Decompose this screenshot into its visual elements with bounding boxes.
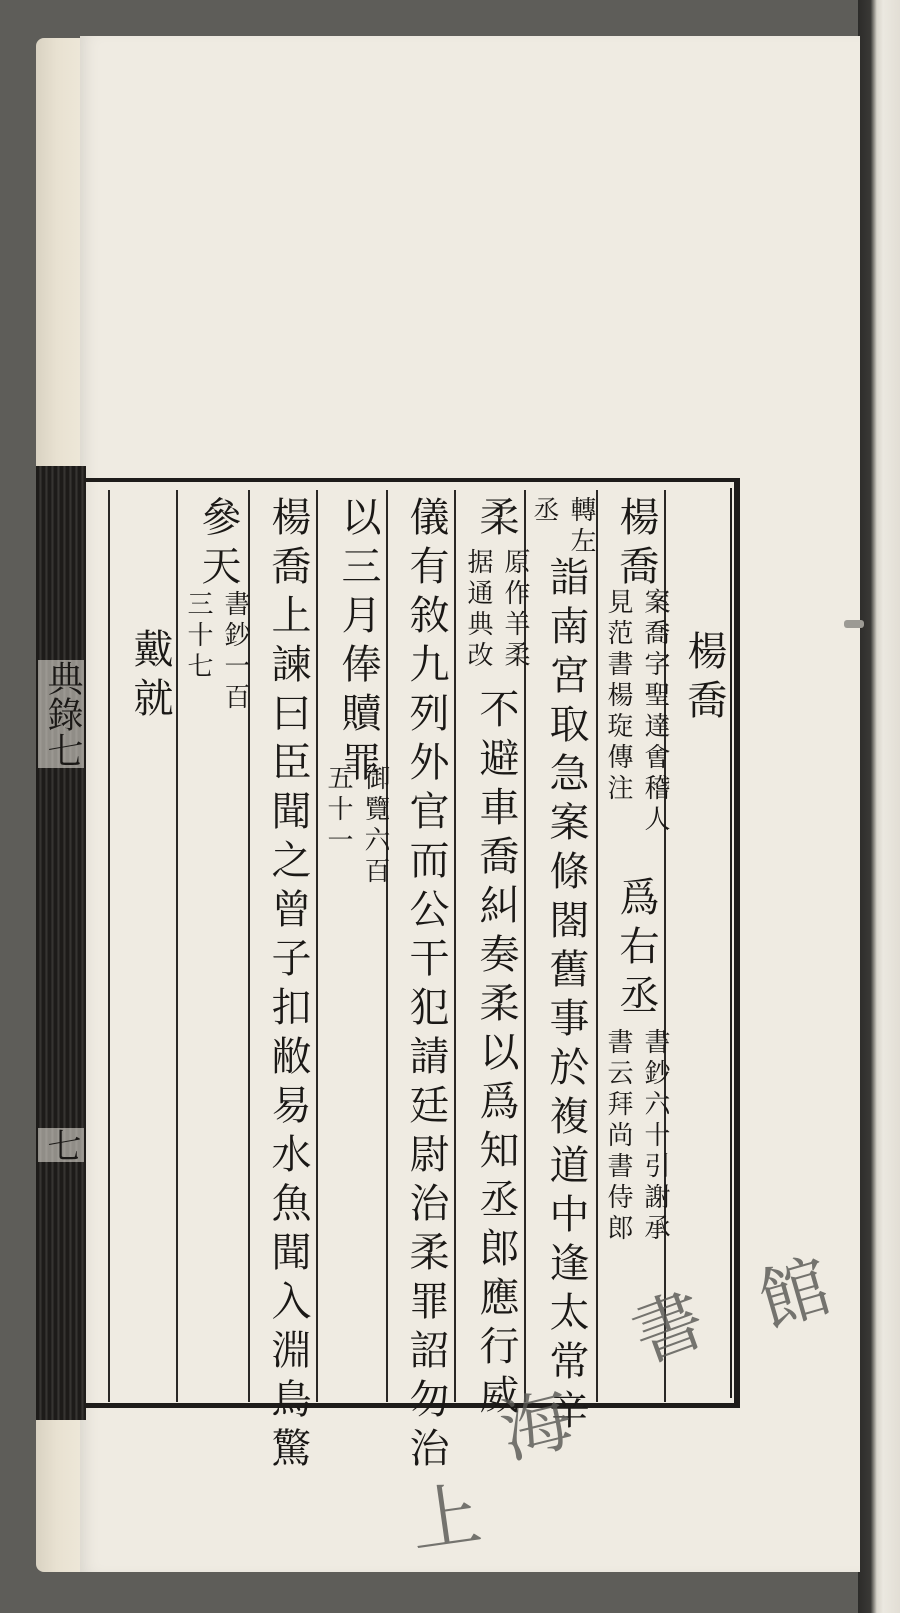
binding-pin — [844, 620, 864, 628]
note-line: 書云拜尚書侍郎 — [603, 1028, 633, 1245]
note-line: 三十七 — [183, 590, 213, 683]
column-7-note — [180, 590, 254, 714]
column-1-note-a — [600, 588, 674, 836]
note-line: 丞 — [529, 496, 559, 527]
column-3-main: 柔 — [473, 496, 519, 545]
column-rule — [108, 490, 110, 1402]
column-2-main: 詣南宮取急案條閤舊事於複道中逢太常辛 — [543, 556, 589, 1438]
column-1-main-2: 爲右丞 — [613, 876, 659, 1023]
column-5-main: 以三月俸贖罪 — [335, 496, 381, 790]
note-line: 案喬字聖達㑹稽人 — [640, 588, 670, 836]
library-stamp-char: 書 — [621, 1277, 716, 1379]
column-2-note — [526, 496, 600, 558]
note-line: 見范書楊琁傳注 — [603, 588, 633, 805]
library-stamp-char: 館 — [749, 1244, 840, 1343]
section-heading: 楊喬 — [681, 630, 727, 728]
column-4-main: 儀有敘九列外官而公干犯請廷尉治柔罪詔勿治 — [403, 496, 449, 1476]
column-3-main-2: 不避車喬糾奏柔以爲知丞郎應行威 — [473, 688, 519, 1423]
column-7-main: 參天 — [195, 496, 241, 594]
column-8-main: 戴就 — [127, 628, 173, 726]
column-3-note — [460, 548, 534, 672]
note-line: 書鈔一百 — [220, 590, 250, 714]
library-stamp-char: 海 — [492, 1377, 581, 1475]
column-6-main: 楊喬上諫曰臣聞之曾子扣敝易水魚聞入淵鳥驚 — [265, 496, 311, 1476]
note-line: 御覽六百 — [360, 764, 390, 888]
spine-title: 典錄七 — [38, 660, 86, 768]
note-line: 原作羊柔 — [500, 548, 530, 672]
note-line: 書鈔六十引謝承 — [640, 1028, 670, 1245]
column-1-main: 楊喬 — [613, 496, 659, 594]
frame-inner-rule — [730, 488, 732, 1398]
column-5-note — [320, 764, 394, 888]
scan-background-right — [858, 0, 900, 1613]
library-stamp-char: 上 — [405, 1472, 487, 1564]
column-rule — [596, 490, 598, 1402]
block-print-spine-strip — [36, 466, 86, 1420]
note-line: 五十一 — [323, 764, 353, 857]
note-line: 据通典改 — [463, 548, 493, 672]
spine-page-number: 七 — [38, 1128, 86, 1162]
note-line: 轉左 — [566, 496, 596, 558]
column-rule — [176, 490, 178, 1402]
column-1-note-b — [600, 1028, 674, 1245]
